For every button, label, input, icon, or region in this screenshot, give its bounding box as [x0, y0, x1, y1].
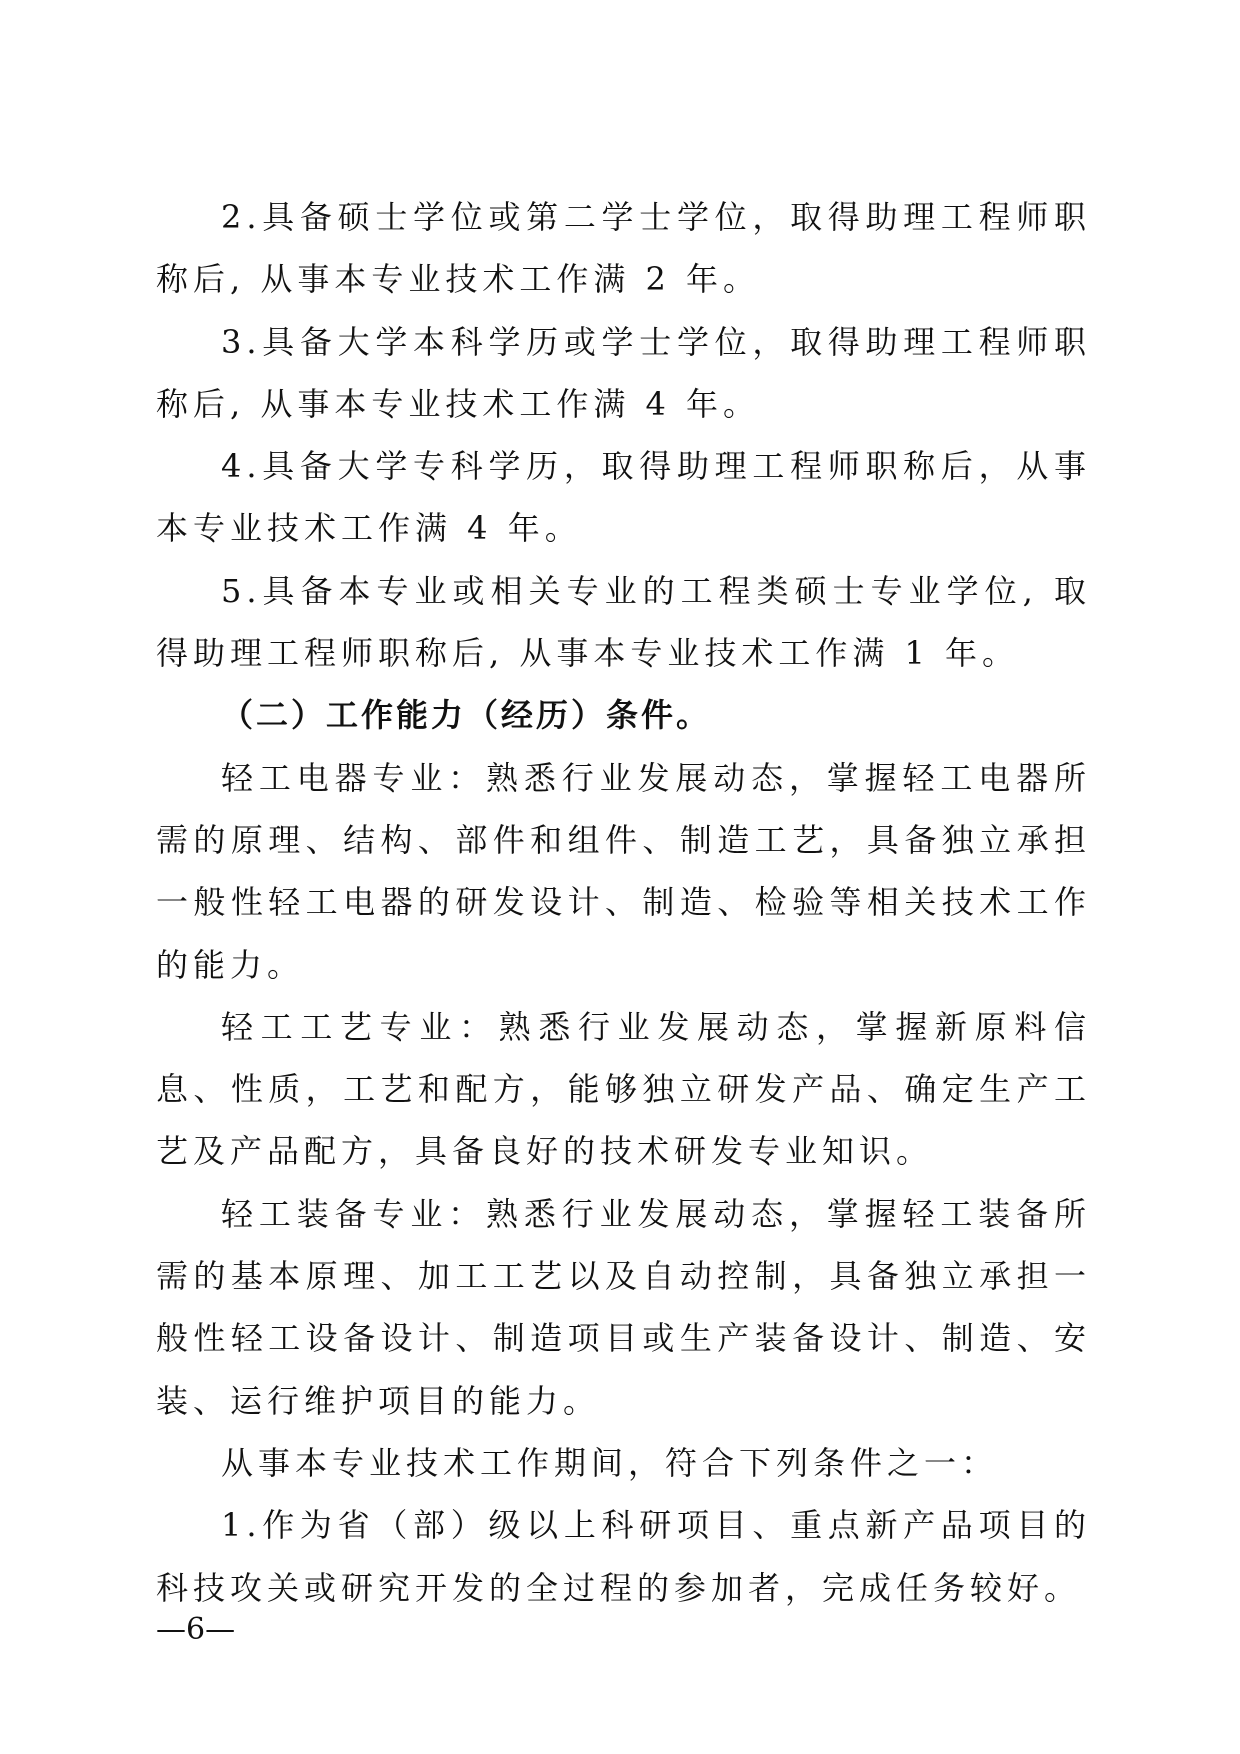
page-number: —6—	[156, 1612, 236, 1647]
paragraph-process-technology: 轻工工艺专业：熟悉行业发展动态，掌握新原料信息、性质，工艺和配方，能够独立研发产品、确定生产工艺及产品配方，具备良好的技术研发专业知识。	[156, 1007, 1091, 1171]
paragraph-degree-engineering-master: 5.具备本专业或相关专业的工程类硕士专业学位, 取得助理工程师职称后, 从事本专业技术工作满 1 年。	[156, 571, 1091, 673]
paragraph-degree-bachelor: 3.具备大学本科学历或学士学位，取得助理工程师职称后, 从事本专业技术工作满 4 年。	[156, 322, 1091, 423]
paragraph-equipment: 轻工装备专业：熟悉行业发展动态，掌握轻工装备所需的基本原理、加工工艺以及自动控制，具备独立承担一般性轻工设备设计、制造项目或生产装备设计、制造、安装、运行维护项目的能力。	[156, 1194, 1091, 1420]
paragraph-conditions-intro: 从事本专业技术工作期间，符合下列条件之一：	[221, 1443, 999, 1482]
paragraph-condition-1: 1.作为省（部）级以上科研项目、重点新产品项目的科技攻关或研究开发的全过程的参加者，完成任务较好。	[156, 1506, 1091, 1607]
paragraph-electrical-appliances: 轻工电器专业：熟悉行业发展动态，掌握轻工电器所需的原理、结构、部件和组件、制造工艺，具备独立承担一般性轻工电器的研发设计、制造、检验等相关技术工作的能力。	[156, 758, 1091, 984]
document-body	[156, 186, 1091, 1619]
paragraph-degree-master: 2.具备硕士学位或第二学士学位，取得助理工程师职称后, 从事本专业技术工作满 2 年。	[156, 198, 1091, 299]
section-heading: （二）工作能力（经历）条件。	[221, 696, 712, 735]
paragraph-degree-college: 4.具备大学专科学历，取得助理工程师职称后，从事本专业技术工作满 4 年。	[156, 447, 1091, 548]
